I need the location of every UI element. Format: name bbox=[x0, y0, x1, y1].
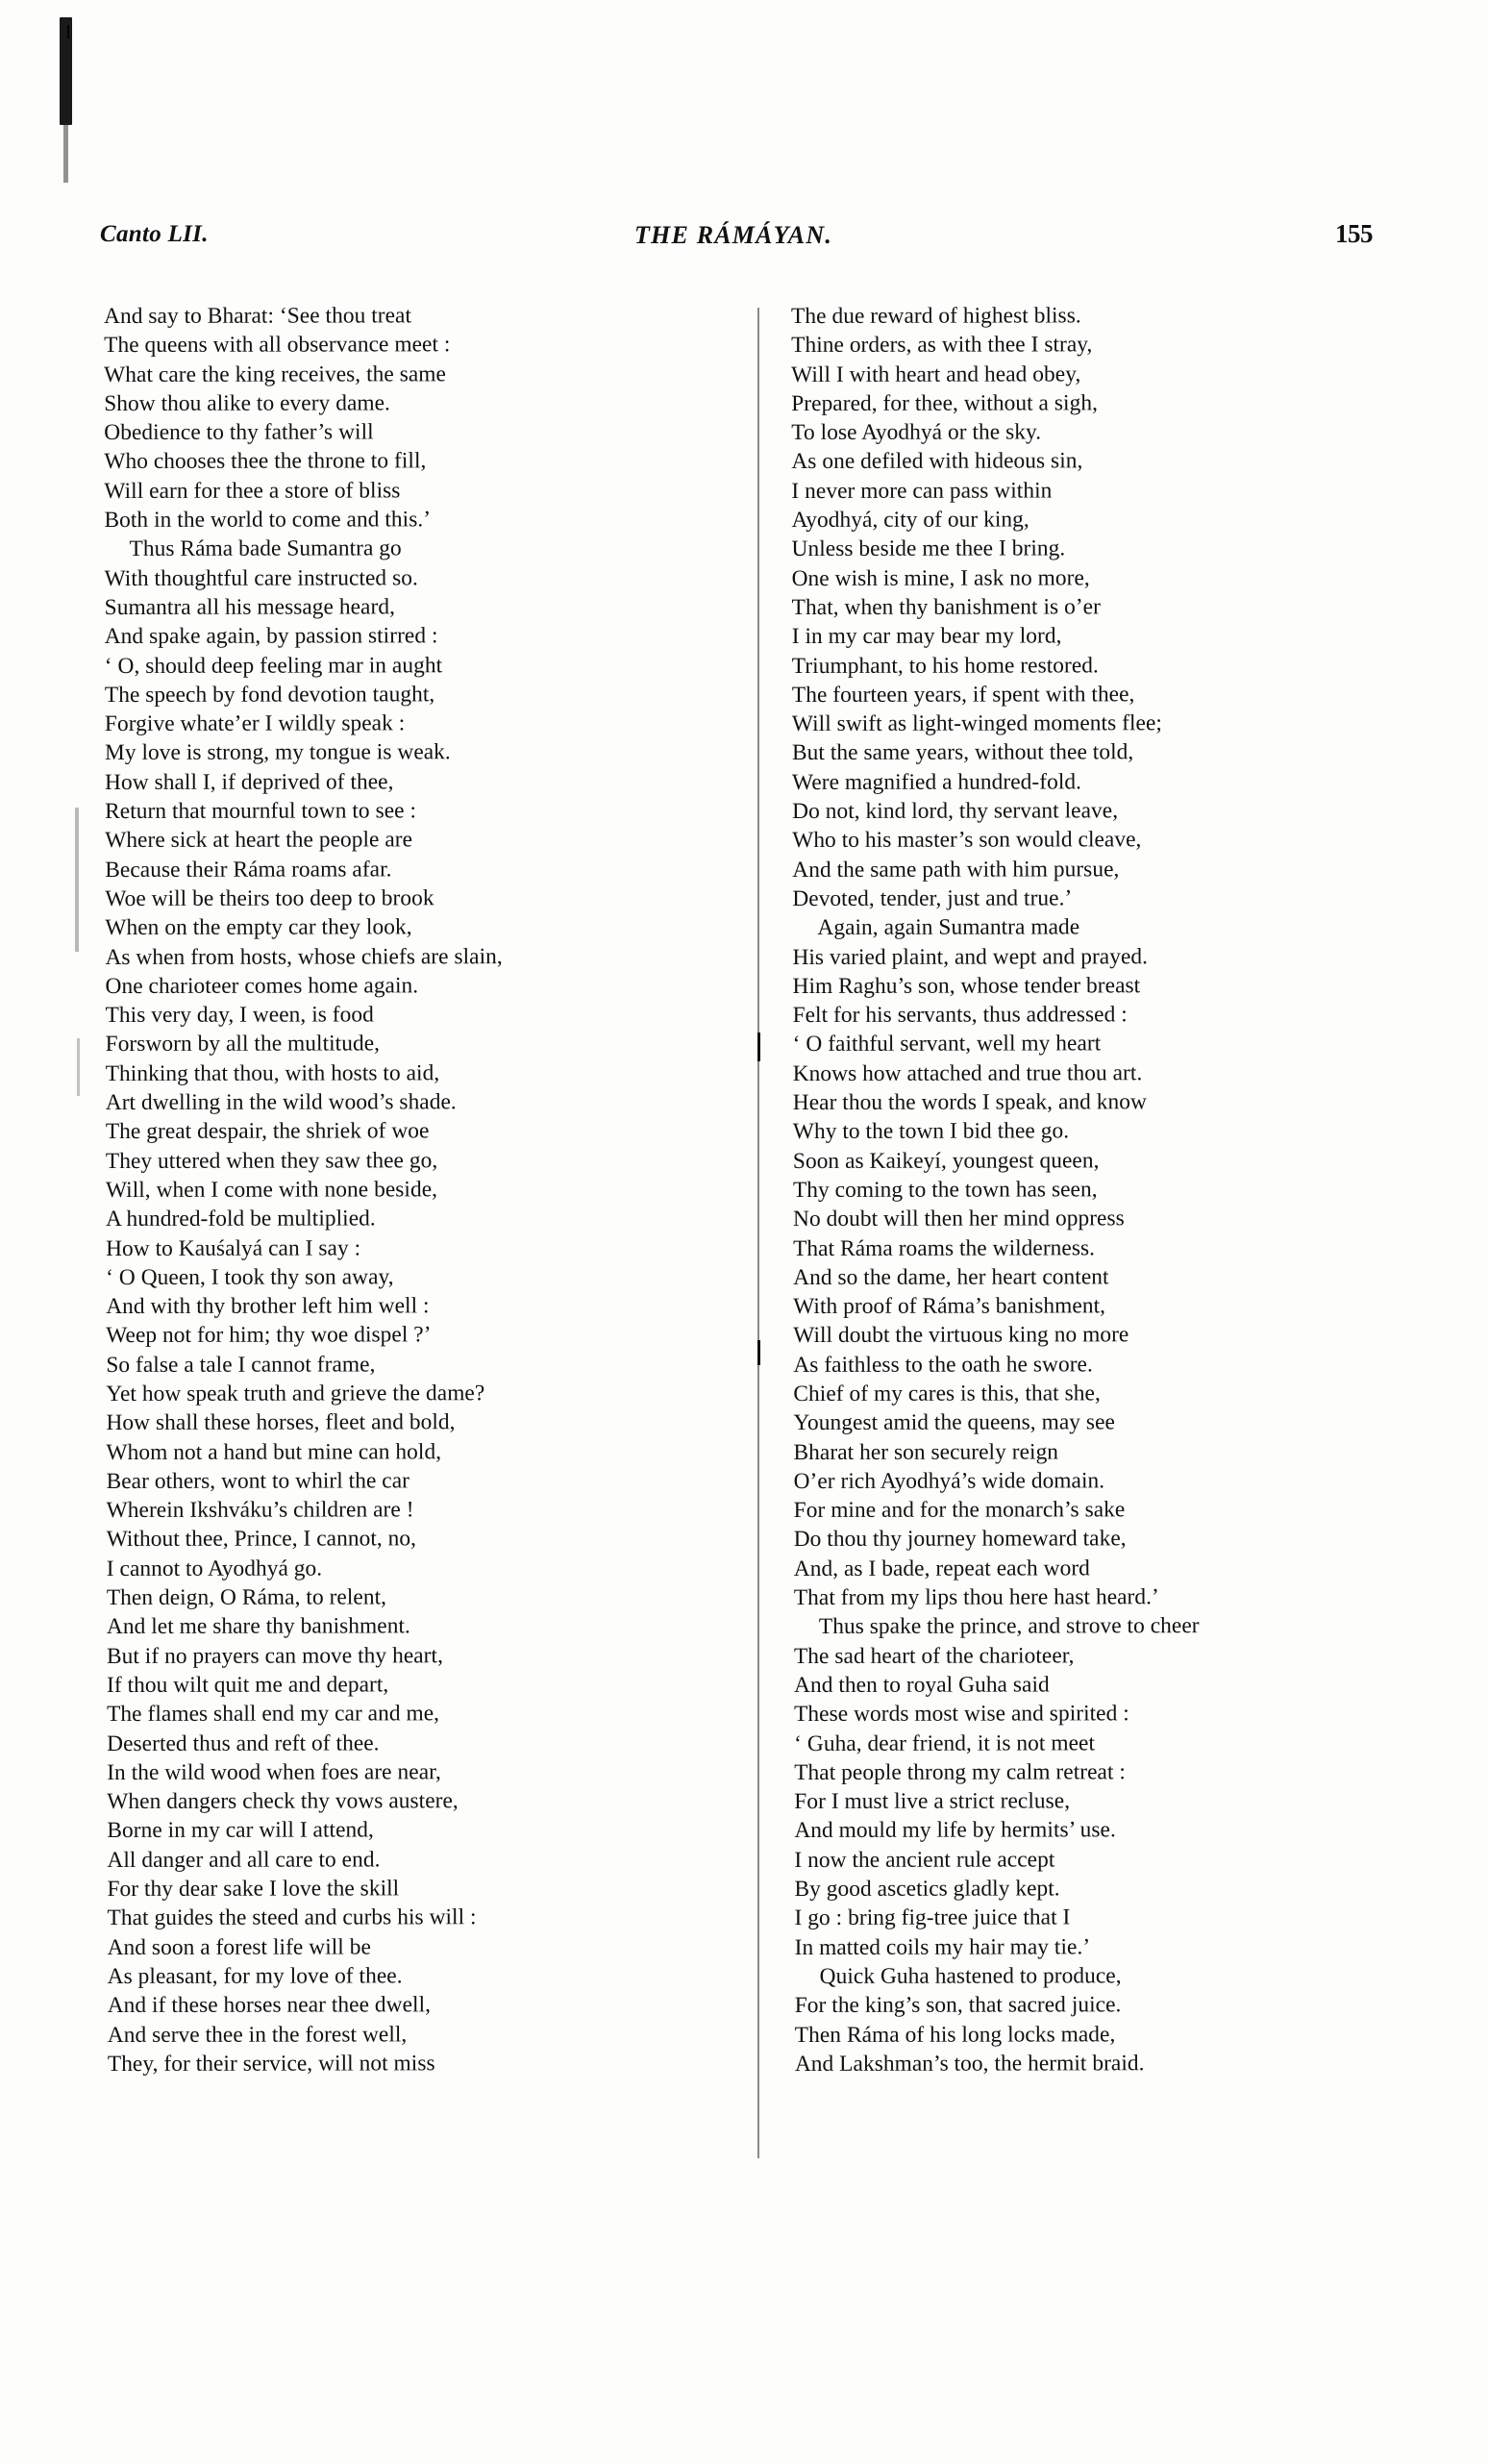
verse-line: The queens with all observance meet : bbox=[104, 332, 451, 359]
verse-line: Do thou thy journey homeward take, bbox=[793, 1526, 1127, 1553]
column-divider-rule bbox=[757, 308, 759, 2158]
page-content bbox=[94, 219, 1373, 2077]
verse-line: But the same years, without thee told, bbox=[791, 739, 1134, 766]
verse-line: Hear thou the words I speak, and know bbox=[792, 1089, 1147, 1116]
verse-line: And if these horses near thee dwell, bbox=[107, 1992, 432, 2019]
verse-line: And so the dame, her heart content bbox=[793, 1264, 1109, 1290]
verse-line: How shall I, if deprived of thee, bbox=[105, 769, 394, 795]
verse-line: Thus spake the prince, and strove to cheer bbox=[818, 1613, 1200, 1640]
scan-tick-mark bbox=[67, 25, 69, 38]
verse-line: In the wild wood when foes are near, bbox=[107, 1759, 441, 1785]
verse-line: Why to the town I bid thee go. bbox=[792, 1118, 1070, 1145]
verse-line: Will I with heart and head obey, bbox=[791, 361, 1081, 387]
verse-line: Whom not a hand but mine can hold, bbox=[106, 1438, 442, 1465]
verse-line: The sad heart of the charioteer, bbox=[793, 1643, 1075, 1669]
verse-line: So false a tale I cannot frame, bbox=[106, 1352, 376, 1378]
verse-line: Deserted thus and reft of thee. bbox=[107, 1730, 380, 1756]
verse-line: Woe will be theirs too deep to brook bbox=[105, 885, 434, 911]
verse-line: Where sick at heart the people are bbox=[105, 827, 413, 854]
verse-line: One wish is mine, I ask no more, bbox=[791, 565, 1090, 591]
verse-line: ‘ O Queen, I took thy son away, bbox=[106, 1264, 394, 1290]
page-number: 155 bbox=[1335, 219, 1373, 248]
verse-line: The speech by fond devotion taught, bbox=[104, 682, 435, 708]
verse-line: ‘ O faithful servant, well my heart bbox=[792, 1031, 1102, 1058]
verse-line: What care the king receives, the same bbox=[104, 361, 446, 387]
verse-line: Soon as Kaikeyí, youngest queen, bbox=[792, 1147, 1100, 1174]
verse-line: These words most wise and spirited : bbox=[794, 1701, 1129, 1728]
verse-line: But if no prayers can move thy heart, bbox=[106, 1642, 443, 1669]
verse-line: And with thy brother left him well : bbox=[106, 1293, 430, 1320]
verse-line: For thy dear sake I love the skill bbox=[107, 1876, 400, 1903]
verse-line: The due reward of highest bliss. bbox=[791, 303, 1081, 329]
verse-line: Wherein Ikshváku’s children are ! bbox=[106, 1497, 414, 1524]
verse-line: When on the empty car they look, bbox=[105, 914, 412, 941]
verse-line: I never more can pass within bbox=[791, 478, 1053, 504]
verse-line: Devoted, tender, just and true.’ bbox=[792, 885, 1073, 911]
verse-line: Felt for his servants, thus addressed : bbox=[792, 1002, 1128, 1029]
verse-line: Weep not for him; thy woe dispel ?’ bbox=[106, 1322, 432, 1349]
verse-line: For mine and for the monarch’s sake bbox=[793, 1497, 1126, 1524]
verse-line: And serve thee in the forest well, bbox=[107, 2021, 408, 2048]
verse-line: To lose Ayodhyá or the sky. bbox=[791, 419, 1042, 446]
verse-line: No doubt will then her mind oppress bbox=[792, 1206, 1125, 1232]
verse-line: Yet how speak truth and grieve the dame? bbox=[106, 1381, 485, 1406]
verse-line: Chief of my cares is this, that she, bbox=[793, 1381, 1101, 1406]
verse-line: In matted coils my hair may tie.’ bbox=[794, 1933, 1091, 1960]
verse-line: Obedience to thy father’s will bbox=[104, 419, 374, 446]
verse-line: I cannot to Ayodhyá go. bbox=[106, 1556, 323, 1581]
left-column bbox=[104, 301, 681, 2078]
verse-line: Knows how attached and true thou art. bbox=[792, 1059, 1143, 1086]
verse-line: Who chooses thee the throne to fill, bbox=[104, 448, 427, 475]
verse-line: Show thou alike to every dame. bbox=[104, 390, 390, 416]
verse-line: Prepared, for thee, without a sigh, bbox=[791, 390, 1098, 416]
verse-line: Do not, kind lord, thy servant leave, bbox=[792, 798, 1119, 825]
page-header bbox=[94, 221, 1373, 265]
verse-line: His varied plaint, and wept and prayed. bbox=[792, 943, 1149, 970]
verse-line: And mould my life by hermits’ use. bbox=[794, 1817, 1116, 1844]
verse-line: For I must live a strict recluse, bbox=[794, 1788, 1071, 1815]
verse-line: Quick Guha hastened to produce, bbox=[819, 1963, 1122, 1989]
verse-line: They, for their service, will not miss bbox=[107, 2051, 435, 2077]
verse-line: With thoughtful care instructed so. bbox=[104, 564, 418, 591]
right-column bbox=[791, 301, 1368, 2078]
verse-line: I now the ancient rule accept bbox=[794, 1847, 1055, 1873]
verse-line: Will doubt the virtuous king no more bbox=[793, 1322, 1129, 1349]
verse-line: And then to royal Guha said bbox=[793, 1672, 1050, 1698]
verse-line: Without thee, Prince, I cannot, no, bbox=[106, 1526, 417, 1553]
margin-smudge bbox=[75, 808, 79, 952]
verse-line: Will earn for thee a store of bliss bbox=[104, 478, 401, 504]
verse-line: Who to his master’s son would cleave, bbox=[792, 827, 1142, 854]
verse-line: And spake again, by passion stirred : bbox=[104, 623, 438, 650]
verse-line: Forsworn by all the multitude, bbox=[105, 1031, 381, 1058]
verse-line: Forgive whate’er I wildly speak : bbox=[104, 710, 406, 737]
verse-line: The fourteen years, if spent with thee, bbox=[791, 682, 1135, 708]
verse-line: Bharat her son securely reign bbox=[793, 1438, 1059, 1465]
verse-line: They uttered when they saw thee go, bbox=[105, 1147, 438, 1174]
verse-line: My love is strong, my tongue is weak. bbox=[104, 739, 451, 766]
verse-line: Will swift as light-winged moments flee; bbox=[791, 710, 1162, 737]
verse-line: Bear others, wont to whirl the car bbox=[106, 1468, 410, 1494]
margin-smudge bbox=[77, 1038, 80, 1096]
verse-line: Youngest amid the queens, may see bbox=[793, 1409, 1115, 1436]
verse-line: Borne in my car will I attend, bbox=[107, 1817, 374, 1844]
verse-line: And the same path with him pursue, bbox=[792, 856, 1120, 883]
verse-line: Because their Ráma roams afar. bbox=[105, 857, 392, 883]
verse-line: Were magnified a hundred-fold. bbox=[792, 769, 1082, 795]
verse-line: Both in the world to come and this.’ bbox=[104, 507, 432, 534]
verse-line: Thy coming to the town has seen, bbox=[792, 1177, 1098, 1203]
verse-line: That guides the steed and curbs his will : bbox=[107, 1904, 477, 1931]
verse-line: And let me share thy banishment. bbox=[106, 1613, 410, 1640]
verse-line: That Ráma roams the wilderness. bbox=[793, 1234, 1096, 1261]
verse-line: Return that mournful town to see : bbox=[105, 798, 417, 825]
verse-line: Sumantra all his message heard, bbox=[104, 594, 395, 620]
verse-line: The flames shall end my car and me, bbox=[107, 1701, 440, 1728]
verse-line: As pleasant, for my love of thee. bbox=[107, 1963, 403, 1989]
verse-line: Will, when I come with none beside, bbox=[105, 1177, 438, 1203]
canto-label: Canto LII. bbox=[100, 221, 209, 247]
scan-edge-artifact-secondary bbox=[63, 125, 68, 183]
verse-line: As when from hosts, whose chiefs are slain, bbox=[105, 943, 503, 970]
verse-line: As one defiled with hideous sin, bbox=[791, 448, 1083, 475]
column-divider-dash bbox=[757, 1033, 760, 1061]
verse-line: That people throng my calm retreat : bbox=[794, 1759, 1126, 1785]
scan-edge-artifact bbox=[60, 17, 72, 125]
verse-line: Him Raghu’s son, whose tender breast bbox=[792, 973, 1141, 999]
verse-line: Then Ráma of his long locks made, bbox=[794, 2021, 1116, 2048]
verse-line: With proof of Ráma’s banishment, bbox=[793, 1293, 1106, 1320]
verse-line: That from my lips thou here hast heard.’ bbox=[793, 1584, 1159, 1611]
verse-line: The great despair, the shriek of woe bbox=[105, 1118, 430, 1145]
verse-line: A hundred-fold be multiplied. bbox=[105, 1206, 376, 1232]
verse-line: And Lakshman’s too, the hermit braid. bbox=[794, 2051, 1145, 2077]
verse-line: Then deign, O Ráma, to relent, bbox=[106, 1584, 387, 1611]
verse-line: I in my car may bear my lord, bbox=[791, 623, 1062, 650]
verse-line: One charioteer comes home again. bbox=[105, 973, 419, 999]
verse-line: For the king’s son, that sacred juice. bbox=[794, 1992, 1122, 2019]
verse-line: That, when thy banishment is o’er bbox=[791, 594, 1101, 620]
verse-line: When dangers check thy vows austere, bbox=[107, 1788, 459, 1815]
verse-line: Thine orders, as with thee I stray, bbox=[791, 332, 1093, 359]
verse-line: Again, again Sumantra made bbox=[817, 914, 1080, 941]
verse-line: How to Kauśalyá can I say : bbox=[106, 1234, 361, 1261]
verse-line: And soon a forest life will be bbox=[107, 1934, 371, 1960]
verse-line: I go : bring fig-tree juice that I bbox=[794, 1904, 1071, 1931]
verse-line: ‘ O, should deep feeling mar in aught bbox=[104, 652, 443, 679]
verse-line: As faithless to the oath he swore. bbox=[793, 1352, 1093, 1378]
verse-line: O’er rich Ayodhyá’s wide domain. bbox=[793, 1468, 1105, 1494]
verse-line: If thou wilt quit me and depart, bbox=[106, 1672, 389, 1698]
column-divider-dash bbox=[757, 1340, 760, 1365]
page-title: THE RÁMÁYAN. bbox=[633, 221, 833, 249]
verse-line: All danger and all care to end. bbox=[107, 1847, 381, 1873]
verse-line: Thus Ráma bade Sumantra go bbox=[129, 535, 402, 562]
verse-line: Ayodhyá, city of our king, bbox=[791, 507, 1029, 534]
verse-line: By good ascetics gladly kept. bbox=[794, 1876, 1060, 1903]
verse-line: Art dwelling in the wild wood’s shade. bbox=[105, 1089, 457, 1116]
verse-line: And say to Bharat: ‘See thou treat bbox=[104, 303, 412, 329]
verse-line: How shall these horses, fleet and bold, bbox=[106, 1409, 456, 1436]
verse-line: This very day, I ween, is food bbox=[105, 1002, 374, 1029]
verse-line: Unless beside me thee I bring. bbox=[791, 535, 1066, 562]
verse-line: Triumphant, to his home restored. bbox=[791, 652, 1099, 679]
verse-line: ‘ Guha, dear friend, it is not meet bbox=[794, 1730, 1096, 1756]
verse-line: And, as I bade, repeat each word bbox=[793, 1556, 1090, 1581]
verse-line: Thinking that thou, with hosts to aid, bbox=[105, 1059, 440, 1086]
